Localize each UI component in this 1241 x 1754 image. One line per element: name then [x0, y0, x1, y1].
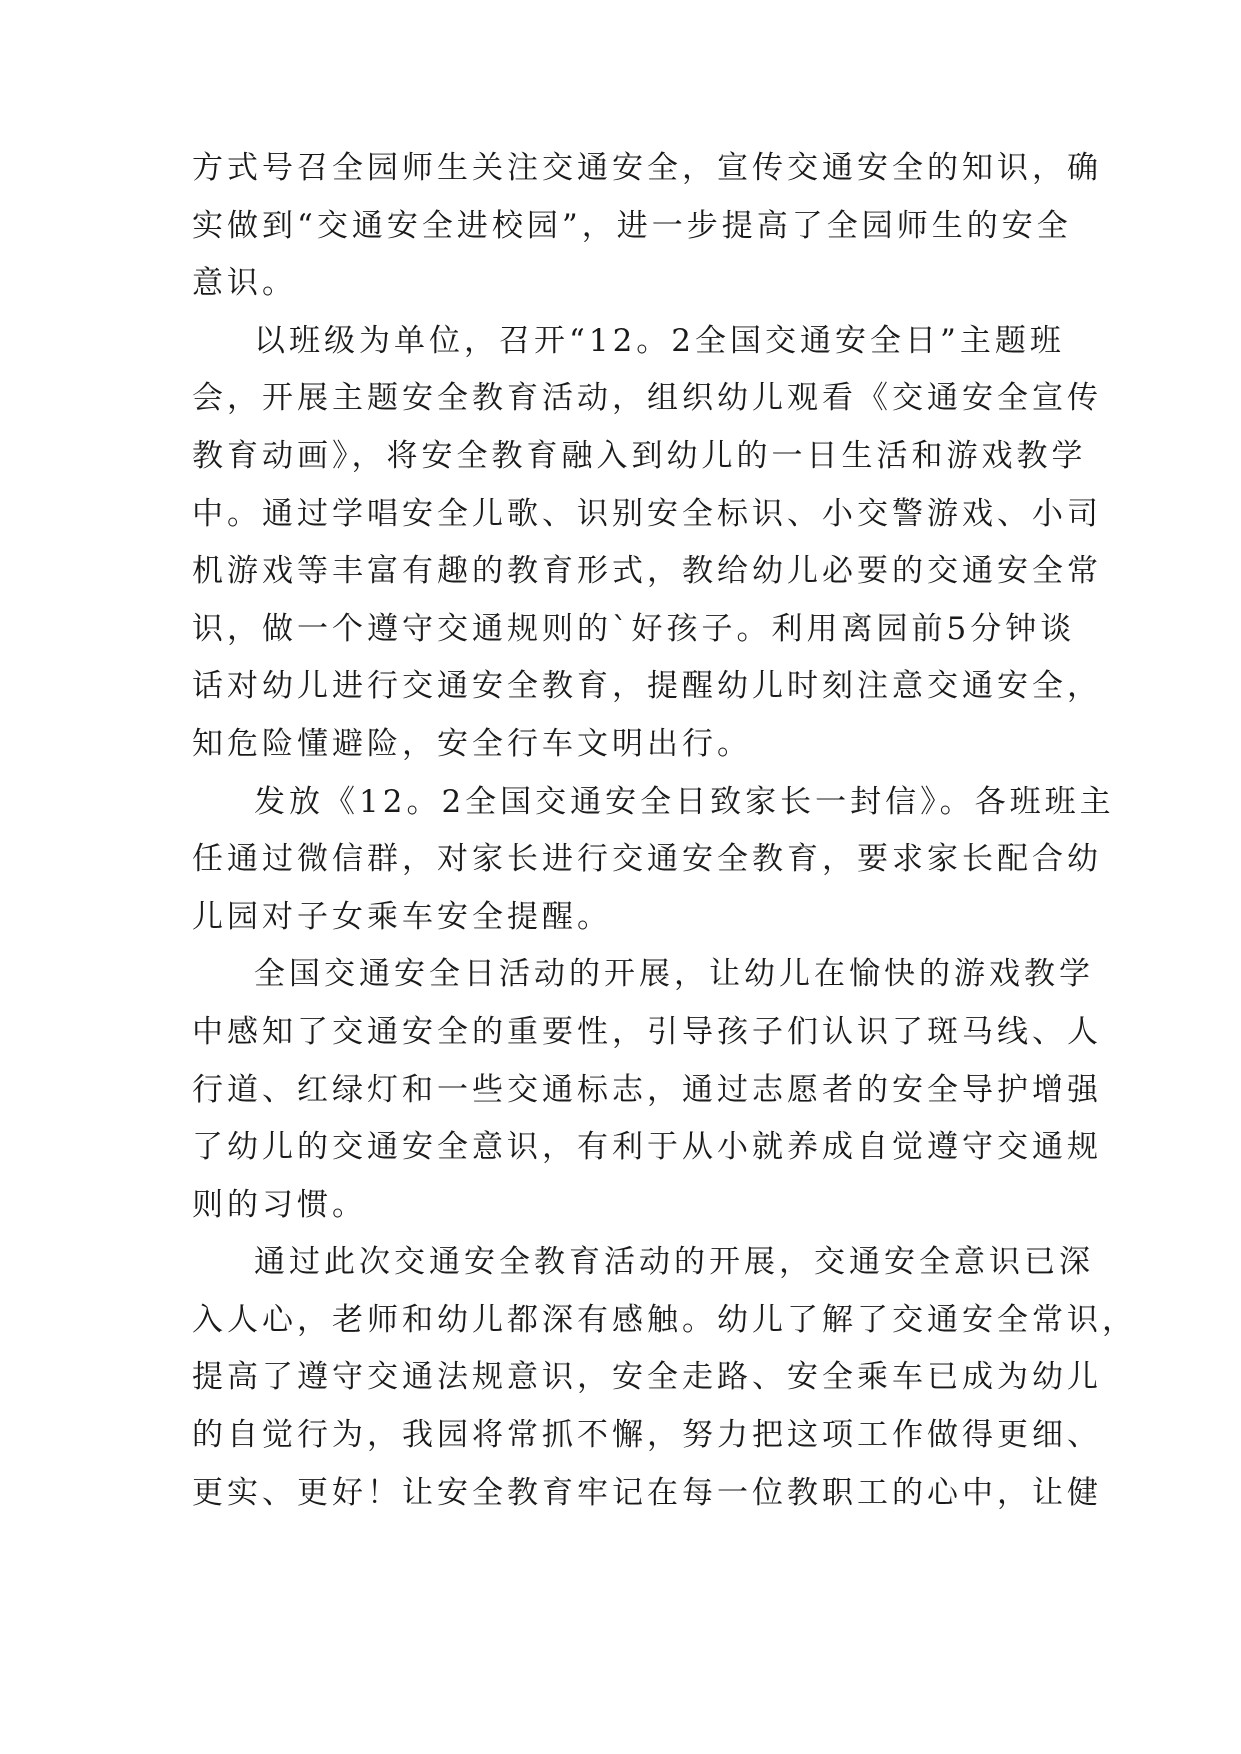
- text-line: 提高了遵守交通法规意识，安全走路、安全乘车已成为幼儿: [192, 1359, 1102, 1396]
- paragraph-first-line: 发放《12。2全国交通安全日致家长一封信》。各班班主: [254, 783, 1115, 820]
- text-line: 机游戏等丰富有趣的教育形式，教给幼儿必要的交通安全常: [192, 553, 1102, 590]
- text-line: 话对幼儿进行交通安全教育，提醒幼儿时刻注意交通安全，: [192, 668, 1102, 705]
- text-line: 则的习惯。: [192, 1186, 367, 1223]
- text-line: 入人心，老师和幼儿都深有感触。幼儿了解了交通安全常识，: [192, 1301, 1137, 1338]
- text-line: 更实、更好！让安全教育牢记在每一位教职工的心中，让健: [192, 1474, 1102, 1511]
- text-line: 的自觉行为，我园将常抓不懈，努力把这项工作做得更细、: [192, 1417, 1102, 1454]
- text-line: 了幼儿的交通安全意识，有利于从小就养成自觉遵守交通规: [192, 1129, 1102, 1166]
- text-line: 方式号召全园师生关注交通安全，宣传交通安全的知识，确: [192, 150, 1102, 186]
- text-line: 教育动画》，将安全教育融入到幼儿的一日生活和游戏教学: [192, 437, 1087, 474]
- text-line: 行道、红绿灯和一些交通标志，通过志愿者的安全导护增强: [192, 1071, 1102, 1108]
- document-body: [192, 140, 1137, 1522]
- text-line: 中感知了交通安全的重要性，引导孩子们认识了斑马线、人: [192, 1013, 1102, 1050]
- paragraph-first-line: 通过此次交通安全教育活动的开展，交通安全意识已深: [254, 1244, 1094, 1281]
- text-line: 儿园对子女乘车安全提醒。: [192, 898, 612, 935]
- paragraph-first-line: 全国交通安全日活动的开展，让幼儿在愉快的游戏教学: [254, 956, 1094, 993]
- text-line: 识，做一个遵守交通规则的`好孩子。利用离园前5分钟谈: [192, 610, 1076, 647]
- text-line: 意识。: [192, 265, 297, 302]
- text-line: 会，开展主题安全教育活动，组织幼儿观看《交通安全宣传: [192, 380, 1102, 417]
- text-line: 知危险懂避险，安全行车文明出行。: [192, 725, 752, 762]
- paragraph-first-line: 以班级为单位，召开“12。2全国交通安全日”主题班: [254, 322, 1065, 359]
- text-line: 实做到“交通安全进校园”，进一步提高了全园师生的安全: [192, 207, 1072, 244]
- text-line: 中。通过学唱安全儿歌、识别安全标识、小交警游戏、小司: [192, 495, 1102, 532]
- text-line: 任通过微信群，对家长进行交通安全教育，要求家长配合幼: [192, 841, 1102, 878]
